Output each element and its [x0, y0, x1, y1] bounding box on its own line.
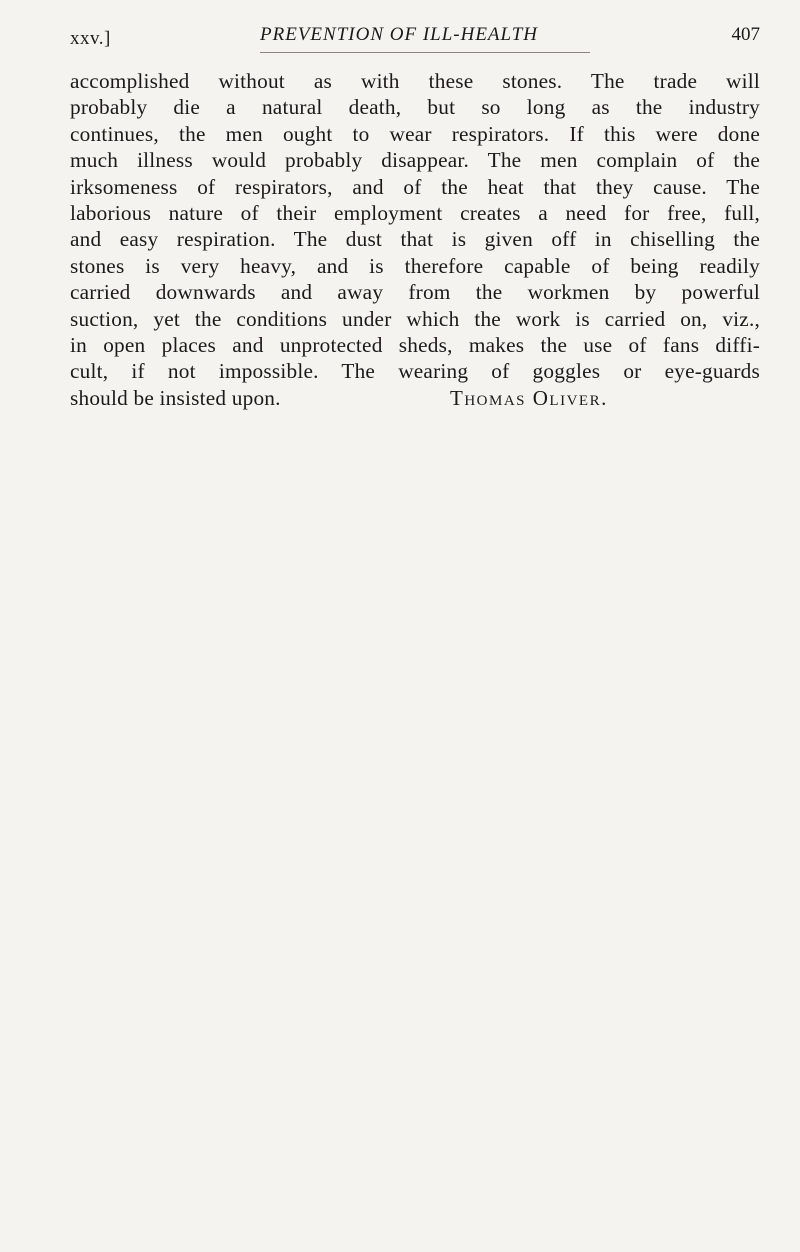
chapter-number: xxv.]	[70, 28, 111, 49]
text-line: stones is very heavy, and is therefore capable of being readily	[70, 253, 760, 278]
header-rule	[260, 52, 590, 53]
text-line: suction, yet the conditions under which the work is carried on, viz.,	[70, 306, 760, 331]
text-line: continues, the men ought to wear respirators. If this were done	[70, 121, 760, 146]
text-line: irksomeness of respirators, and of the heat that they cause. The	[70, 174, 760, 199]
text-line: accomplished without as with these stones. The trade will	[70, 69, 760, 93]
text-line: should be insisted upon.	[70, 385, 281, 410]
page-number: 407	[731, 24, 760, 45]
text-line: much illness would probably disappear. The men complain of the	[70, 148, 760, 173]
body-paragraph	[70, 68, 760, 411]
text-line: carried downwards and away from the workmen by powerful	[70, 280, 760, 305]
text-line: probably die a natural death, but so long as the industry	[70, 95, 760, 120]
text-line: cult, if not impossible. The wearing of goggles or eye-guards	[70, 359, 760, 384]
text-line: and easy respiration. The dust that is given off in chiselling the	[70, 227, 760, 252]
text-line: in open places and unprotected sheds, makes the use of fans diffi-	[70, 333, 760, 358]
running-head	[70, 18, 760, 52]
text-line: laborious nature of their employment creates a need for free, full,	[70, 201, 760, 226]
running-title: PREVENTION OF ILL-HEALTH	[260, 24, 539, 45]
author-signature: Thomas Oliver.	[450, 386, 608, 410]
